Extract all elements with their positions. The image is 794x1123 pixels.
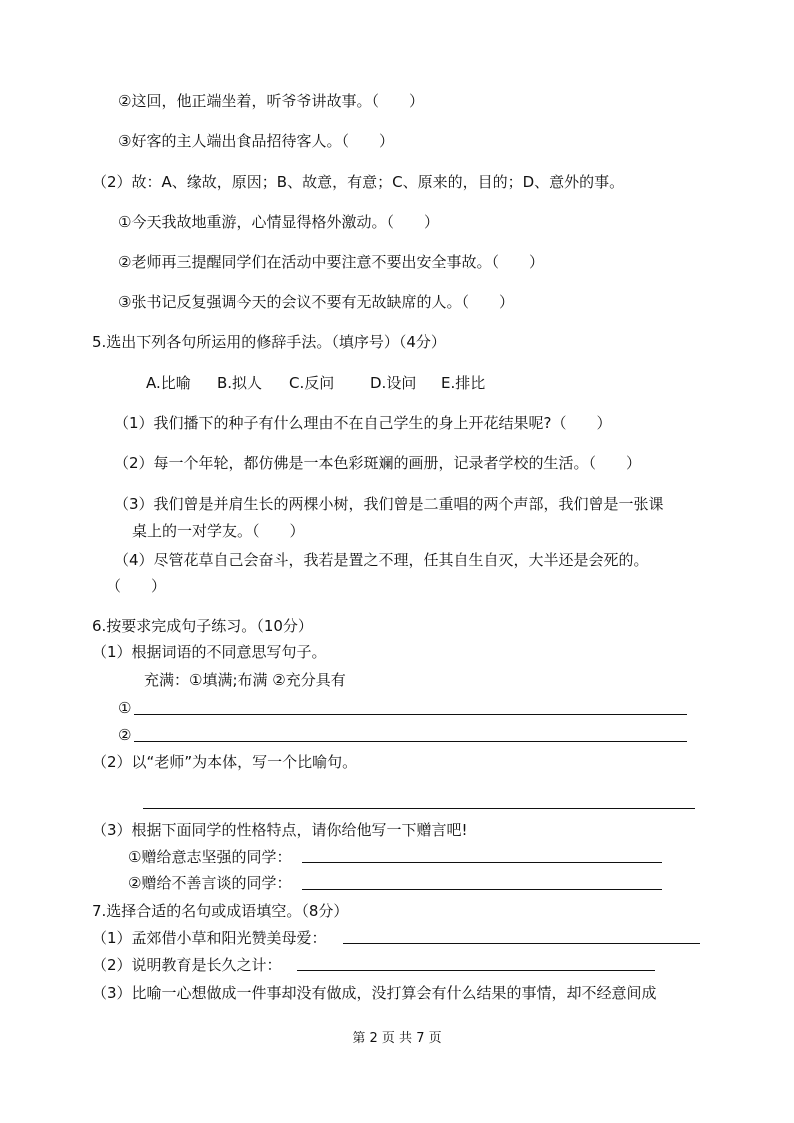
q5-item-4-line-1: （4）尽管花草自己会奋斗，我若是置之不理，任其自生自灭，大半还是会死的。 xyxy=(114,551,649,569)
q7-item-2-line[interactable] xyxy=(297,970,655,971)
q5-item-3-line-2: 桌上的一对学友。（ ） xyxy=(132,522,305,540)
q6-sub1: （1）根据词语的不同意思写句子。 xyxy=(92,643,327,661)
q4-item-2: ②这回，他正端坐着，听爷爷讲故事。（ ） xyxy=(118,92,424,110)
q6-gift-2-line[interactable] xyxy=(302,889,662,890)
page-footer xyxy=(0,1027,794,1046)
q6-title: 6.按要求完成句子练习。（10分） xyxy=(92,617,313,635)
q7-item-2: （2）说明教育是长久之计： xyxy=(92,956,282,974)
q6-answer-line-2[interactable] xyxy=(134,741,687,742)
q5-item-1: （1）我们播下的种子有什么理由不在自己学生的身上开花结果呢?（ ） xyxy=(114,414,612,432)
q6-marker-2: ② xyxy=(118,726,132,744)
q6-gift-1-label: ①赠给意志坚强的同学： xyxy=(128,848,292,866)
q6-gift-1-line[interactable] xyxy=(302,862,662,863)
q5-title: 5.选出下列各句所运用的修辞手法。（填序号）（4分） xyxy=(92,333,446,351)
q5-item-3-line-1: （3）我们曾是并肩生长的两棵小树，我们曾是二重唱的两个声部，我们曾是一张课 xyxy=(114,495,664,513)
q6-answer-line-1[interactable] xyxy=(134,714,687,715)
q5-option-e: E.排比 xyxy=(441,374,486,392)
q4-sub2-item-3: ③张书记反复强调今天的会议不要有无故缺席的人。（ ） xyxy=(118,293,514,311)
q4-item-3: ③好客的主人端出食品招待客人。（ ） xyxy=(118,132,394,150)
q6-word-meanings: 充满：①填满;布满 ②充分具有 xyxy=(144,671,346,689)
q5-option-c: C.反问 xyxy=(289,374,335,392)
q6-sub2: （2）以“老师”为本体，写一个比喻句。 xyxy=(92,753,358,771)
q4-sub2-item-2: ②老师再三提醒同学们在活动中要注意不要出安全事故。（ ） xyxy=(118,253,544,271)
q6-marker-1: ① xyxy=(118,699,132,717)
q5-item-2: （2）每一个年轮，都仿佛是一本色彩斑斓的画册，记录者学校的生活。（ ） xyxy=(114,454,642,472)
q5-option-b: B.拟人 xyxy=(217,374,263,392)
page-number: 第 2 页 共 7 页 xyxy=(352,1031,442,1046)
q7-item-1: （1）孟郊借小草和阳光赞美母爱： xyxy=(92,929,327,947)
q7-title: 7.选择合适的名句或成语填空。（8分） xyxy=(92,902,349,920)
q6-sub3: （3）根据下面同学的性格特点，请你给他写一下赠言吧! xyxy=(92,821,468,839)
q6-gift-2-label: ②赠给不善言谈的同学： xyxy=(128,874,292,892)
q7-item-1-line[interactable] xyxy=(343,943,700,944)
q5-item-4-line-2: （ ） xyxy=(106,577,167,595)
q4-sub2-item-1: ①今天我故地重游，心情显得格外激动。（ ） xyxy=(118,213,439,231)
q4-sub2-title: （2）故：A、缘故，原因；B、故意，有意；C、原来的，目的；D、意外的事。 xyxy=(92,173,625,191)
q6-answer-line-3[interactable] xyxy=(143,808,695,809)
q5-option-d: D.设问 xyxy=(370,374,417,392)
q7-item-3: （3）比喻一心想做成一件事却没有做成，没打算会有什么结果的事情，却不经意间成 xyxy=(92,984,657,1002)
q5-option-a: A.比喻 xyxy=(146,374,191,392)
